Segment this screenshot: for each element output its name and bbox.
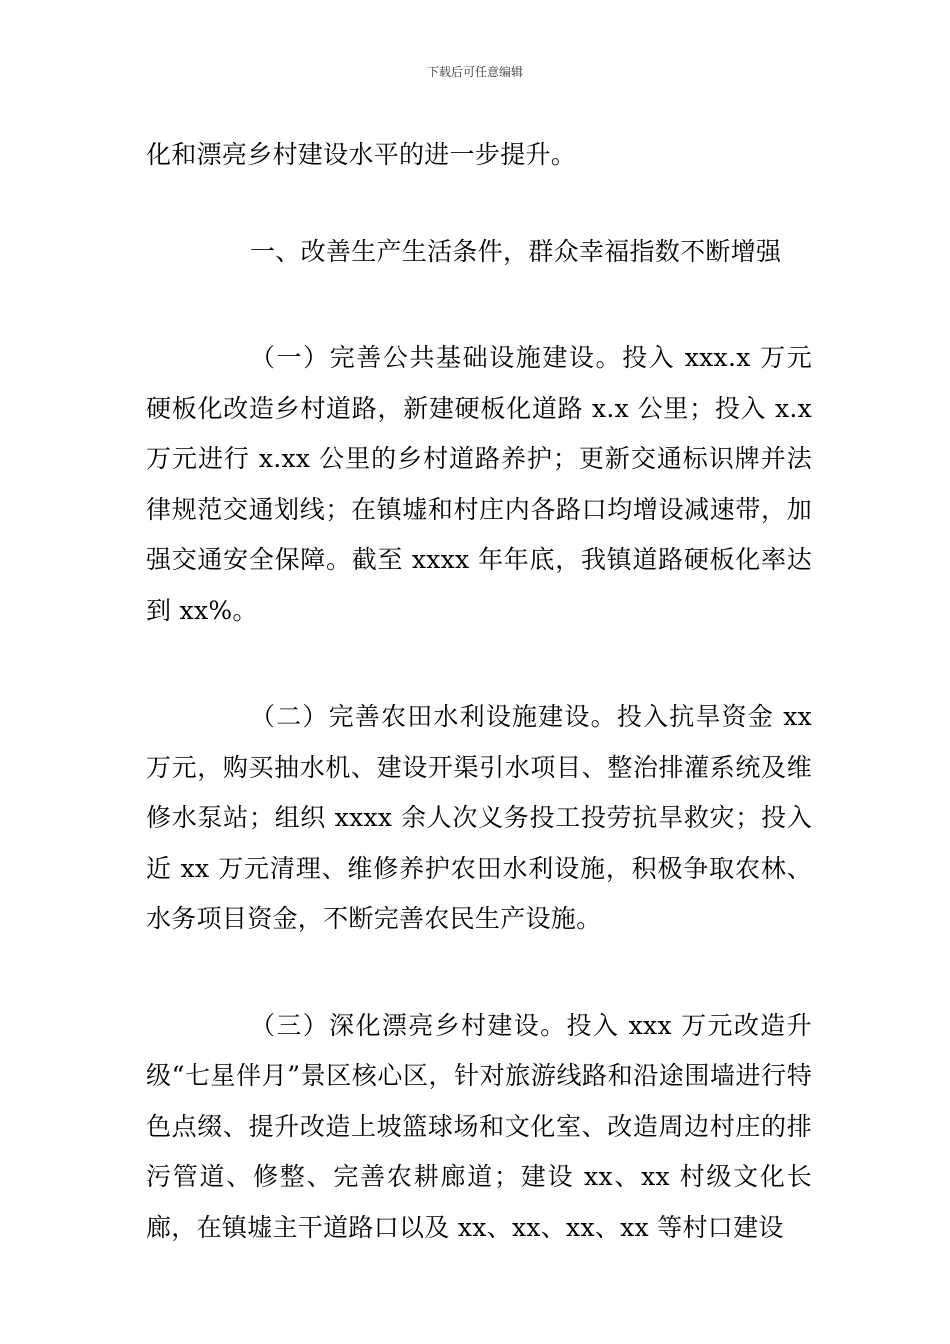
- paragraph-village-construction: （三）深化漂亮乡村建设。投入 xxx 万元改造升级“七星伴月”景区核心区，针对旅游线路和沿途围墙进行特色点缀、提升改造上坡篮球场和文化室、改造周边村庄的排污管道、修整、完善农耕廊道；建设 xx、xx 村级文化长廊，在镇墟主干道路口以及 xx、xx、xx、xx 等村口建设: [146, 1010, 812, 1242]
- document-body: [146, 130, 812, 1253]
- page-header: 下载后可任意编辑: [426, 65, 523, 79]
- section-heading: 一、改善生产生活条件，群众幸福指数不断增强: [250, 236, 782, 266]
- paragraph-continuation: 化和漂亮乡村建设水平的进一步提升。: [146, 140, 577, 169]
- paragraph-irrigation: （二）完善农田水利设施建设。投入抗旱资金 xx 万元，购买抽水机、建设开渠引水项目、整治排灌系统及维修水泵站；组织 xxxx 余人次义务投工投劳抗旱救灾；投入近 xx 万元清理、维修养护农田水利设施，积极争取农林、水务项目资金，不断完善农民生产设施。: [146, 702, 812, 933]
- paragraph-infrastructure: （一）完善公共基础设施建设。投入 xxx.x 万元硬板化改造乡村道路，新建硬板化道路 x.x 公里；投入 x.x 万元进行 x.xx 公里的乡村道路养护；更新交通标识牌并法律规范交通划线；在镇墟和村庄内各路口均增设减速带，加强交通安全保障。截至 xxxx 年年底，我镇道路硬板化率达到 xx%。: [146, 343, 812, 625]
